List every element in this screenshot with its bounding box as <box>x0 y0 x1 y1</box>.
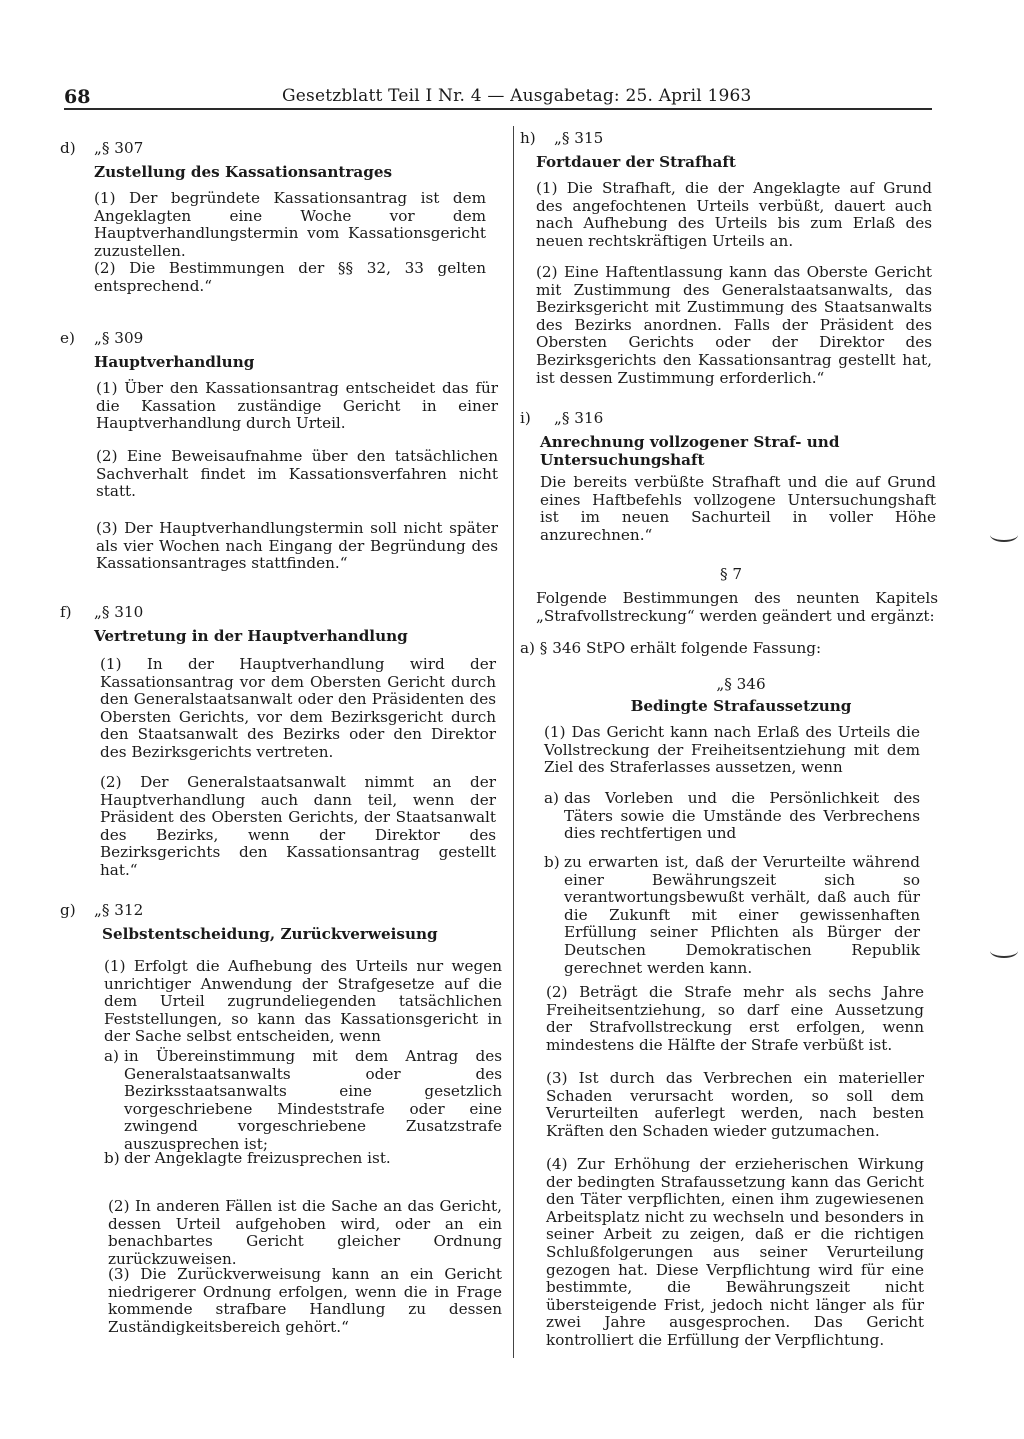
section-heading: Vertretung in der Hauptverhandlung <box>94 627 408 645</box>
margin-mark <box>990 528 1018 542</box>
list-item-key: b) <box>544 853 560 871</box>
section-heading: Untersuchungshaft <box>540 451 705 469</box>
list-item-key: a) <box>104 1047 119 1065</box>
list-item-text: der Angeklagte freizusprechen ist. <box>124 1149 391 1167</box>
list-item-text: zu erwarten ist, daß der Verurteilte während einer Bewährungszeit sich so verantwortungsbewußt verhält, daß auch für die Zukunft mit einer gewissenhaften Erfüllung seiner Pflichten als Bürger der Deutschen Demokratischen Republik gerechnet werden kann. <box>564 853 920 977</box>
column-divider <box>513 126 514 1358</box>
paragraph: (3) Der Hauptverhandlungstermin soll nicht später als vier Wochen nach Eingang der Begründung des Kassationsantrages stattfinden.“ <box>96 519 498 573</box>
list-item-text: das Vorleben und die Persönlichkeit des Täters sowie die Umstände des Verbrechens dies rechtfertigen und <box>564 789 920 843</box>
section-title: § 7 <box>719 565 743 583</box>
paragraph: (1) Die Strafhaft, die der Angeklagte auf Grund des angefochtenen Urteils verbüßt, dauert auch nach Aufhebung des Urteils bis zum Erlaß des neuen rechtskräftigen Urteils an. <box>536 179 932 250</box>
paragraph: (1) Das Gericht kann nach Erlaß des Urteils die Vollstreckung der Freiheitsentziehung mit dem Ziel des Straferlasses aussetzen, wenn <box>544 723 920 777</box>
section-heading: Selbstentscheidung, Zurückverweisung <box>102 925 438 943</box>
paragraph: (2) Eine Haftentlassung kann das Oberste Gericht mit Zustimmung des Generalstaatsanwalts, das Bezirksgericht mit Zustimmung des Staatsanwalts des Bezirks anordnen. Falls der Präsident des Obersten Gerichts oder der Direktor des Bezirksgerichts den Kassationsantrag gestellt hat, ist dessen Zustimmung erforderlich.“ <box>536 263 932 387</box>
list-item-key: a) <box>544 789 559 807</box>
page-number: 68 <box>64 86 91 108</box>
page-title: Gesetzblatt Teil I Nr. 4 — Ausgabetag: 25. April 1963 <box>282 86 752 106</box>
item-label: h) <box>520 129 536 147</box>
item-label: d) <box>60 139 76 157</box>
list-item-key: b) <box>104 1149 120 1167</box>
header-rule <box>64 108 932 110</box>
paragraph: (4) Zur Erhöhung der erzieherischen Wirkung der bedingten Strafaussetzung kann das Gericht den Täter verpflichten, einen ihm zugewiesenen Arbeitsplatz nicht zu wechseln und besonders in seiner Arbeit zu zeigen, daß er die richtigen Schlußfolgerungen aus seiner Verurteilung gezogen hat. Diese Verpflichtung wird für eine bestimmte, die Bewährungszeit nicht übersteigende Frist, jedoch nicht länger als für zwei Jahre ausgesprochen. Das Gericht kontrolliert die Erfüllung der Verpflichtung. <box>546 1155 924 1349</box>
paragraph: (3) Die Zurückverweisung kann an ein Gericht niedrigerer Ordnung erfolgen, wenn die in Frage kommende strafbare Handlung zu dessen Zuständigkeitsbereich gehört.“ <box>108 1265 502 1336</box>
paragraph: (2) Beträgt die Strafe mehr als sechs Jahre Freiheitsentziehung, so darf eine Aussetzung der Strafvollstreckung erst erfolgen, wenn mindestens die Hälfte der Strafe verbüßt ist. <box>546 983 924 1054</box>
section-number: „§ 309 <box>94 329 144 347</box>
paragraph: (1) In der Hauptverhandlung wird der Kassationsantrag vor dem Obersten Gericht durch den Generalstaatsanwalt oder den Präsidenten des Obersten Gerichts, vor dem Bezirksgericht durch den Staatsanwalt des Bezirks oder den Direktor des Bezirksgerichts vertreten. <box>100 655 496 761</box>
item-label: i) <box>520 409 531 427</box>
section-number: „§ 346 <box>716 675 766 693</box>
item-label: g) <box>60 901 76 919</box>
section-heading: Bedingte Strafaussetzung <box>630 697 852 715</box>
margin-mark <box>990 944 1018 958</box>
paragraph: (1) Über den Kassationsantrag entscheidet das für die Kassation zuständige Gericht in einer Hauptverhandlung durch Urteil. <box>96 379 498 433</box>
paragraph: a) § 346 StPO erhält folgende Fassung: <box>520 639 822 657</box>
section-number: „§ 310 <box>94 603 144 621</box>
section-number: „§ 307 <box>94 139 144 157</box>
section-heading: Zustellung des Kassationsantrages <box>94 163 393 181</box>
paragraph: Folgende Bestimmungen des neunten Kapitels „Strafvollstreckung“ werden geändert und ergänzt: <box>536 589 938 625</box>
paragraph: (1) Der begründete Kassationsantrag ist dem Angeklagten eine Woche vor dem Hauptverhandlungstermin vom Kassationsgericht zuzustellen. <box>94 189 486 260</box>
section-heading: Fortdauer der Strafhaft <box>536 153 736 171</box>
section-number: „§ 315 <box>554 129 604 147</box>
paragraph: (3) Ist durch das Verbrechen ein materieller Schaden verursacht worden, so soll dem Verurteilten auferlegt werden, nach besten Kräften den Schaden wieder gutzumachen. <box>546 1069 924 1140</box>
item-label: e) <box>60 329 75 347</box>
paragraph: (2) In anderen Fällen ist die Sache an das Gericht, dessen Urteil aufgehoben wird, oder an ein benachbartes Gericht gleicher Ordnung zurückzuweisen. <box>108 1197 502 1268</box>
paragraph: (2) Die Bestimmungen der §§ 32, 33 gelten entsprechend.“ <box>94 259 486 295</box>
paragraph: (2) Der Generalstaatsanwalt nimmt an der Hauptverhandlung auch dann teil, wenn der Präsident des Obersten Gerichts, der Staatsanwalt des Bezirks, wenn der Direktor des Bezirksgerichts den Kassationsantrag gestellt hat.“ <box>100 773 496 879</box>
section-number: „§ 312 <box>94 901 144 919</box>
item-label: f) <box>60 603 72 621</box>
paragraph: (2) Eine Beweisaufnahme über den tatsächlichen Sachverhalt findet im Kassationsverfahren nicht statt. <box>96 447 498 501</box>
section-heading: Anrechnung vollzogener Straf- und <box>540 433 840 451</box>
paragraph: (1) Erfolgt die Aufhebung des Urteils nur wegen unrichtiger Anwendung der Strafgesetze auf die dem Urteil zugrundeliegenden tatsächlichen Feststellungen, so kann das Kassationsgericht in der Sache selbst entscheiden, wenn <box>104 957 502 1046</box>
section-number: „§ 316 <box>554 409 604 427</box>
paragraph: Die bereits verbüßte Strafhaft und die auf Grund eines Haftbefehls vollzogene Untersuchungshaft ist im neuen Sachurteil in voller Höhe anzurechnen.“ <box>540 473 936 544</box>
list-item-text: in Übereinstimmung mit dem Antrag des Generalstaatsanwalts oder des Bezirksstaatsanwalts eine gesetzlich vorgeschriebene Mindeststrafe oder eine zwingend vorgeschriebene Zusatzstrafe auszusprechen ist; <box>124 1047 502 1153</box>
section-heading: Hauptverhandlung <box>94 353 255 371</box>
